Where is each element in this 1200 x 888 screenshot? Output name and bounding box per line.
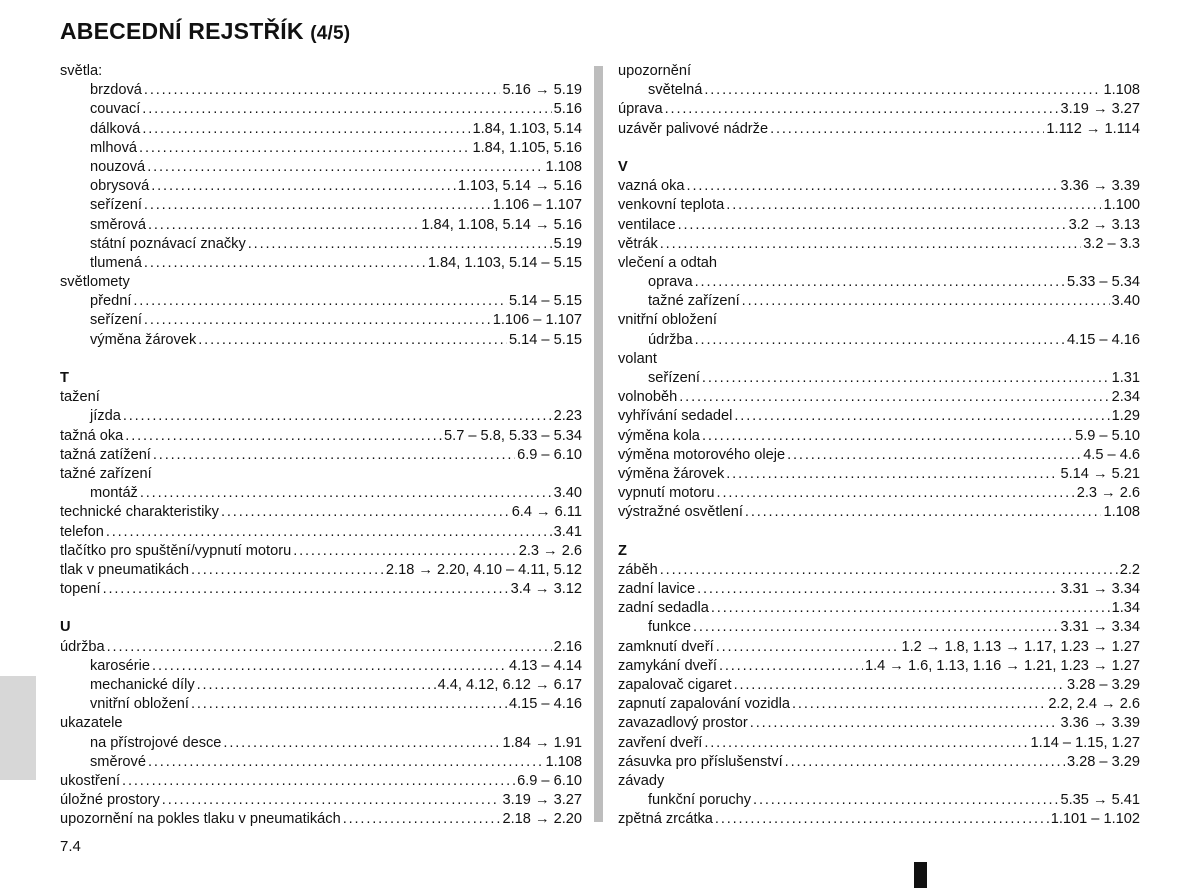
index-entry (618, 407, 1140, 426)
index-entry (618, 177, 1140, 196)
index-entry-label: údržba (648, 331, 693, 348)
dot-leader (711, 599, 1110, 618)
index-page-reference: 1.2 → 1.8, 1.13 → 1.17, 1.23 → 1.27 (901, 638, 1140, 655)
index-entry-label: brzdová (90, 82, 142, 99)
index-entry-label: směrové (90, 753, 146, 770)
dot-leader (191, 561, 384, 580)
index-page-reference: 1.106 – 1.107 (492, 312, 582, 329)
index-entry-label: zadní sedadla (618, 600, 709, 617)
index-page-reference: 5.14 – 5.15 (508, 293, 582, 310)
index-entry-label: nouzová (90, 158, 146, 175)
index-entry (618, 810, 1140, 829)
index-letter-heading (618, 542, 1140, 561)
index-entry (618, 734, 1140, 753)
index-page-reference: 4.13 – 4.14 (508, 657, 582, 674)
index-entry-label: tažná zatížení (60, 446, 151, 463)
index-page-reference: 2.16 (553, 638, 582, 655)
index-page-reference: 5.19 (553, 235, 582, 252)
dot-leader (221, 503, 510, 522)
index-entry (618, 676, 1140, 695)
dot-leader (198, 331, 507, 350)
index-entry (618, 388, 1140, 407)
index-subentry (60, 676, 582, 695)
index-page-reference: 5.16 → 5.19 (502, 82, 582, 99)
index-entry (618, 120, 1140, 139)
dot-leader (144, 311, 491, 330)
index-page-reference: 3.28 – 3.29 (1066, 677, 1140, 693)
chapter-side-tab (0, 676, 36, 780)
index-entry (618, 599, 1140, 618)
dot-leader (122, 772, 515, 791)
index-entry-label: vypnutí motoru (618, 485, 715, 502)
index-entry (618, 753, 1140, 772)
index-entry (60, 427, 582, 446)
dot-leader (133, 292, 507, 311)
index-page-reference: 1.34 (1111, 600, 1140, 617)
index-subentry (60, 254, 582, 273)
dot-leader (687, 177, 1059, 196)
index-page-reference: 2.3 → 2.6 (1076, 485, 1140, 502)
index-entry (60, 542, 582, 561)
index-subentry (60, 484, 582, 503)
index-entry-label: zavření dveří (618, 734, 703, 751)
index-entry-label: seřízení (90, 312, 142, 329)
index-page-reference: 1.14 – 1.15, 1.27 (1030, 734, 1140, 751)
index-page-reference: 1.84, 1.103, 5.14 – 5.15 (427, 254, 582, 271)
page-number: 7.4 (60, 838, 81, 855)
dot-leader (745, 503, 1102, 522)
index-entry-label: U (60, 619, 71, 636)
dot-leader (152, 657, 507, 676)
index-entry-label: karosérie (90, 657, 151, 674)
dot-leader (715, 810, 1049, 829)
dot-leader (148, 216, 419, 235)
index-page-reference: 1.4 → 1.6, 1.13, 1.16 → 1.21, 1.23 → 1.27 (864, 657, 1140, 674)
index-entry-label: zapalovač cigaret (618, 677, 732, 693)
index-entry-label: na přístrojové desce (90, 734, 222, 751)
index-entry (618, 695, 1140, 714)
index-page-reference: 5.9 – 5.10 (1075, 427, 1140, 444)
index-entry (618, 100, 1140, 119)
index-entry-label: funkce (648, 619, 691, 636)
index-entry-label: výměna kola (618, 427, 700, 444)
index-page-reference: 5.7 – 5.8, 5.33 – 5.34 (444, 427, 582, 444)
index-entry-label: směrová (90, 216, 146, 233)
dot-leader (785, 753, 1065, 772)
index-entry-label: volnoběh (618, 389, 678, 406)
index-subentry (60, 311, 582, 330)
index-page-reference: 3.4 → 3.12 (510, 581, 582, 598)
dot-leader (697, 580, 1058, 599)
index-entry-label: obrysová (90, 178, 150, 195)
dot-leader (660, 561, 1118, 580)
index-entry-label: vnitřní obložení (618, 312, 717, 329)
index-entry-label: seřízení (648, 370, 700, 386)
index-entry (618, 350, 1140, 369)
index-column-right (618, 62, 1140, 830)
index-entry-label: státní poznávací značky (90, 235, 246, 252)
index-subentry (60, 120, 582, 139)
index-page-reference: 3.2 – 3.3 (1083, 235, 1140, 252)
index-entry-label: zamykání dveří (618, 657, 717, 674)
dot-leader (665, 100, 1059, 119)
index-letter-heading (60, 618, 582, 637)
dot-leader (123, 407, 552, 426)
index-subentry (60, 657, 582, 676)
index-entry-label: vazná oka (618, 178, 685, 195)
index-entry-label: telefon (60, 523, 104, 540)
index-entry-label: jízda (90, 408, 121, 425)
dot-leader (144, 254, 426, 273)
index-entry (60, 388, 582, 407)
index-subentry (60, 734, 582, 753)
index-subentry (60, 235, 582, 254)
dot-leader (695, 273, 1065, 292)
index-entry-label: tažení (60, 389, 100, 406)
dot-leader (144, 196, 491, 215)
index-page-reference: 1.112 → 1.114 (1046, 120, 1140, 137)
index-entry (618, 62, 1140, 81)
dot-leader (716, 638, 900, 657)
index-entry (60, 791, 582, 810)
index-entry (618, 446, 1140, 465)
index-entry-label: topení (60, 581, 101, 598)
index-subentry (60, 100, 582, 119)
index-entry (618, 503, 1140, 522)
index-page-reference: 5.14 → 5.21 (1060, 465, 1140, 482)
index-entry-label: V (618, 158, 628, 175)
index-entry-label: tlačítko pro spuštění/vypnutí motoru (60, 542, 292, 559)
index-entry (618, 465, 1140, 484)
index-subentry (60, 292, 582, 311)
dot-leader (704, 81, 1101, 100)
index-page-reference: 3.31 → 3.34 (1060, 619, 1140, 636)
index-entry (618, 772, 1140, 791)
index-entry-label: tažné zařízení (648, 293, 740, 310)
index-subentry (60, 695, 582, 714)
index-page-reference: 2.18 → 2.20 (502, 811, 582, 828)
index-entry (60, 62, 582, 81)
index-subentry (60, 331, 582, 350)
dot-leader (702, 427, 1073, 446)
index-entry (60, 810, 582, 829)
index-page-reference: 6.9 – 6.10 (517, 446, 582, 463)
index-entry-label: závady (618, 772, 665, 789)
index-page-reference: 4.15 – 4.16 (508, 696, 582, 713)
index-entry (618, 196, 1140, 215)
index-entry-label: vnitřní obložení (90, 696, 189, 713)
index-page-reference: 1.31 (1111, 370, 1140, 386)
dot-leader (695, 331, 1065, 350)
dot-leader (140, 484, 552, 503)
dot-leader (787, 446, 1081, 465)
dot-leader (147, 158, 543, 177)
dot-leader (153, 446, 515, 465)
index-entry-label: tažná oka (60, 427, 124, 444)
index-subentry (60, 216, 582, 235)
dot-leader (719, 657, 863, 676)
page-title-text: ABECEDNÍ REJSTŘÍK (60, 18, 304, 44)
index-page-reference: 3.31 → 3.34 (1060, 581, 1140, 598)
index-entry-label: vyhřívání sedadel (618, 408, 733, 425)
index-entry (618, 484, 1140, 503)
index-entry (618, 235, 1140, 254)
index-entry-label: upozornění (618, 63, 692, 79)
index-page-reference: 1.101 – 1.102 (1050, 811, 1140, 828)
index-subentry (60, 407, 582, 426)
index-page-reference: 1.108 (1103, 82, 1140, 99)
index-subentry (60, 177, 582, 196)
dot-leader (106, 523, 552, 542)
index-page-reference: 1.108 (545, 753, 582, 770)
index-letter-heading (60, 369, 582, 388)
index-subentry (60, 196, 582, 215)
index-entry (618, 311, 1140, 330)
index-entry-label: úprava (618, 101, 663, 118)
index-page-reference: 1.29 (1111, 408, 1140, 425)
dot-leader (702, 369, 1110, 388)
index-entry-label: mlhová (90, 139, 138, 156)
section-gap (60, 350, 582, 369)
dot-leader (734, 407, 1109, 426)
print-corner-mark (914, 862, 927, 888)
index-page-reference: 1.100 (1103, 197, 1140, 214)
dot-leader (678, 216, 1067, 235)
index-entry-label: Z (618, 542, 627, 559)
index-entry (60, 465, 582, 484)
index-entry-label: T (60, 370, 69, 386)
index-page-reference: 1.84, 1.103, 5.14 (472, 120, 582, 137)
index-entry-label: uzávěr palivové nádrže (618, 120, 769, 137)
dot-leader (792, 695, 1046, 714)
index-entry-label: přední (90, 293, 132, 310)
index-subentry (60, 81, 582, 100)
index-page-reference: 5.16 (553, 101, 582, 118)
dot-leader (162, 791, 501, 810)
index-page-reference: 4.4, 4.12, 6.12 → 6.17 (437, 677, 582, 693)
index-subentry (618, 292, 1140, 311)
index-entry (618, 561, 1140, 580)
index-entry-label: tažné zařízení (60, 465, 152, 482)
index-entry-label: záběh (618, 561, 658, 578)
index-column-left (60, 62, 582, 830)
index-entry-label: větrák (618, 235, 658, 252)
index-entry (60, 503, 582, 522)
index-entry-label: venkovní teplota (618, 197, 725, 214)
index-page-reference: 6.4 → 6.11 (511, 504, 582, 521)
dot-leader (191, 695, 507, 714)
index-entry (618, 580, 1140, 599)
index-subentry (60, 139, 582, 158)
dot-leader (693, 618, 1058, 637)
dot-leader (750, 714, 1059, 733)
index-entry-label: světla: (60, 63, 103, 79)
index-page-reference: 1.84, 1.105, 5.16 (472, 139, 582, 156)
index-entry (618, 714, 1140, 733)
dot-leader (704, 734, 1028, 753)
section-gap (60, 599, 582, 618)
index-entry-label: zadní lavice (618, 581, 696, 598)
dot-leader (717, 484, 1075, 503)
index-page-reference: 2.34 (1111, 389, 1140, 406)
index-entry (60, 561, 582, 580)
index-entry (60, 446, 582, 465)
index-entry-label: zamknutí dveří (618, 638, 714, 655)
index-page-reference: 6.9 – 6.10 (517, 772, 582, 789)
index-subentry (618, 331, 1140, 350)
index-page-reference: 3.40 (1111, 293, 1140, 310)
index-entry-label: zapnutí zapalování vozidla (618, 696, 790, 713)
index-entry-label: zavazadlový prostor (618, 715, 748, 732)
index-page-reference: 1.108 (1103, 504, 1140, 521)
index-entry-label: seřízení (90, 197, 142, 214)
index-page-reference: 5.35 → 5.41 (1060, 792, 1140, 809)
index-entry-label: ukazatele (60, 715, 123, 732)
index-subentry (618, 618, 1140, 637)
index-entry (60, 638, 582, 657)
index-entry-label: technické charakteristiky (60, 504, 219, 521)
index-entry-label: tlak v pneumatikách (60, 561, 189, 578)
index-page-reference: 1.84, 1.108, 5.14 → 5.16 (421, 216, 582, 233)
index-entry-label: výstražné osvětlení (618, 504, 743, 521)
index-page-reference: 3.28 – 3.29 (1066, 753, 1140, 770)
index-entry-label: volant (618, 350, 657, 367)
index-page-reference: 2.2 (1119, 561, 1140, 578)
section-gap (618, 523, 1140, 542)
index-entry (60, 273, 582, 292)
index-entry-label: zpětná zrcátka (618, 811, 713, 828)
index-page-reference: 3.36 → 3.39 (1060, 178, 1140, 195)
index-entry-label: tlumená (90, 254, 142, 271)
dot-leader (148, 753, 544, 772)
index-page-reference: 3.2 → 3.13 (1068, 216, 1140, 233)
section-gap (618, 139, 1140, 158)
index-subentry (60, 753, 582, 772)
page-title (60, 18, 350, 45)
index-entry (60, 714, 582, 733)
index-entry-label: vlečení a odtah (618, 254, 717, 271)
dot-leader (770, 120, 1044, 139)
index-entry-label: světlomety (60, 274, 130, 291)
index-entry-label: dálková (90, 120, 141, 137)
dot-leader (151, 177, 456, 196)
index-entry (618, 657, 1140, 676)
dot-leader (742, 292, 1110, 311)
dot-leader (144, 81, 501, 100)
index-entry-label: světelná (648, 82, 703, 99)
index-page-reference: 3.36 → 3.39 (1060, 715, 1140, 732)
index-page-reference: 2.2, 2.4 → 2.6 (1048, 696, 1140, 713)
dot-leader (223, 734, 500, 753)
index-entry-label: montáž (90, 485, 138, 502)
index-page-reference: 2.23 (553, 408, 582, 425)
dot-leader (139, 139, 470, 158)
index-entry-label: údržba (60, 638, 105, 655)
index-page-reference: 3.19 → 3.27 (1060, 101, 1140, 118)
index-entry-label: výměna motorového oleje (618, 446, 786, 463)
dot-leader (107, 638, 552, 657)
index-entry (618, 427, 1140, 446)
index-page-reference: 5.14 – 5.15 (508, 331, 582, 348)
dot-leader (142, 120, 470, 139)
dot-leader (679, 388, 1109, 407)
dot-leader (293, 542, 517, 561)
index-page-reference: 2.3 → 2.6 (518, 542, 582, 559)
dot-leader (248, 235, 552, 254)
index-page-reference: 1.108 (545, 158, 582, 175)
index-page-reference: 1.106 – 1.107 (492, 197, 582, 214)
index-entry-label: zásuvka pro příslušenství (618, 753, 783, 770)
index-page-reference: 2.18 → 2.20, 4.10 – 4.11, 5.12 (385, 561, 582, 578)
index-entry-label: upozornění na pokles tlaku v pneumatikách (60, 811, 341, 828)
dot-leader (726, 196, 1101, 215)
index-subentry (618, 369, 1140, 388)
index-subentry (60, 158, 582, 177)
page-title-part: (4/5) (310, 23, 351, 44)
dot-leader (753, 791, 1058, 810)
index-subentry (618, 791, 1140, 810)
index-entry (618, 216, 1140, 235)
index-entry (618, 254, 1140, 273)
column-divider (594, 66, 603, 822)
dot-leader (660, 235, 1081, 254)
index-page-reference: 1.84 → 1.91 (502, 734, 582, 751)
dot-leader (103, 580, 509, 599)
index-page-reference: 3.19 → 3.27 (502, 792, 582, 809)
index-page-reference: 3.41 (553, 523, 582, 540)
index-page-reference: 4.15 – 4.16 (1066, 331, 1140, 348)
index-entry (618, 638, 1140, 657)
index-entry (60, 772, 582, 791)
index-page-reference: 5.33 – 5.34 (1066, 274, 1140, 291)
dot-leader (142, 100, 551, 119)
dot-leader (125, 427, 442, 446)
index-page-reference: 1.103, 5.14 → 5.16 (457, 178, 582, 195)
dot-leader (734, 676, 1065, 695)
dot-leader (343, 810, 501, 829)
index-entry-label: mechanické díly (90, 677, 195, 693)
index-entry-label: ukostření (60, 772, 121, 789)
index-entry-label: oprava (648, 274, 693, 291)
dot-leader (726, 465, 1058, 484)
index-entry-label: výměna žárovek (90, 331, 197, 348)
index-subentry (618, 81, 1140, 100)
index-entry-label: úložné prostory (60, 792, 160, 809)
index-entry (60, 523, 582, 542)
index-entry-label: funkční poruchy (648, 792, 752, 809)
index-entry-label: ventilace (618, 216, 676, 233)
index-entry-label: couvací (90, 101, 141, 118)
index-page-reference: 4.5 – 4.6 (1083, 446, 1140, 463)
index-letter-heading (618, 158, 1140, 177)
index-subentry (618, 273, 1140, 292)
index-entry-label: výměna žárovek (618, 465, 725, 482)
dot-leader (197, 676, 436, 695)
index-entry (60, 580, 582, 599)
index-page-reference: 3.40 (553, 485, 582, 502)
